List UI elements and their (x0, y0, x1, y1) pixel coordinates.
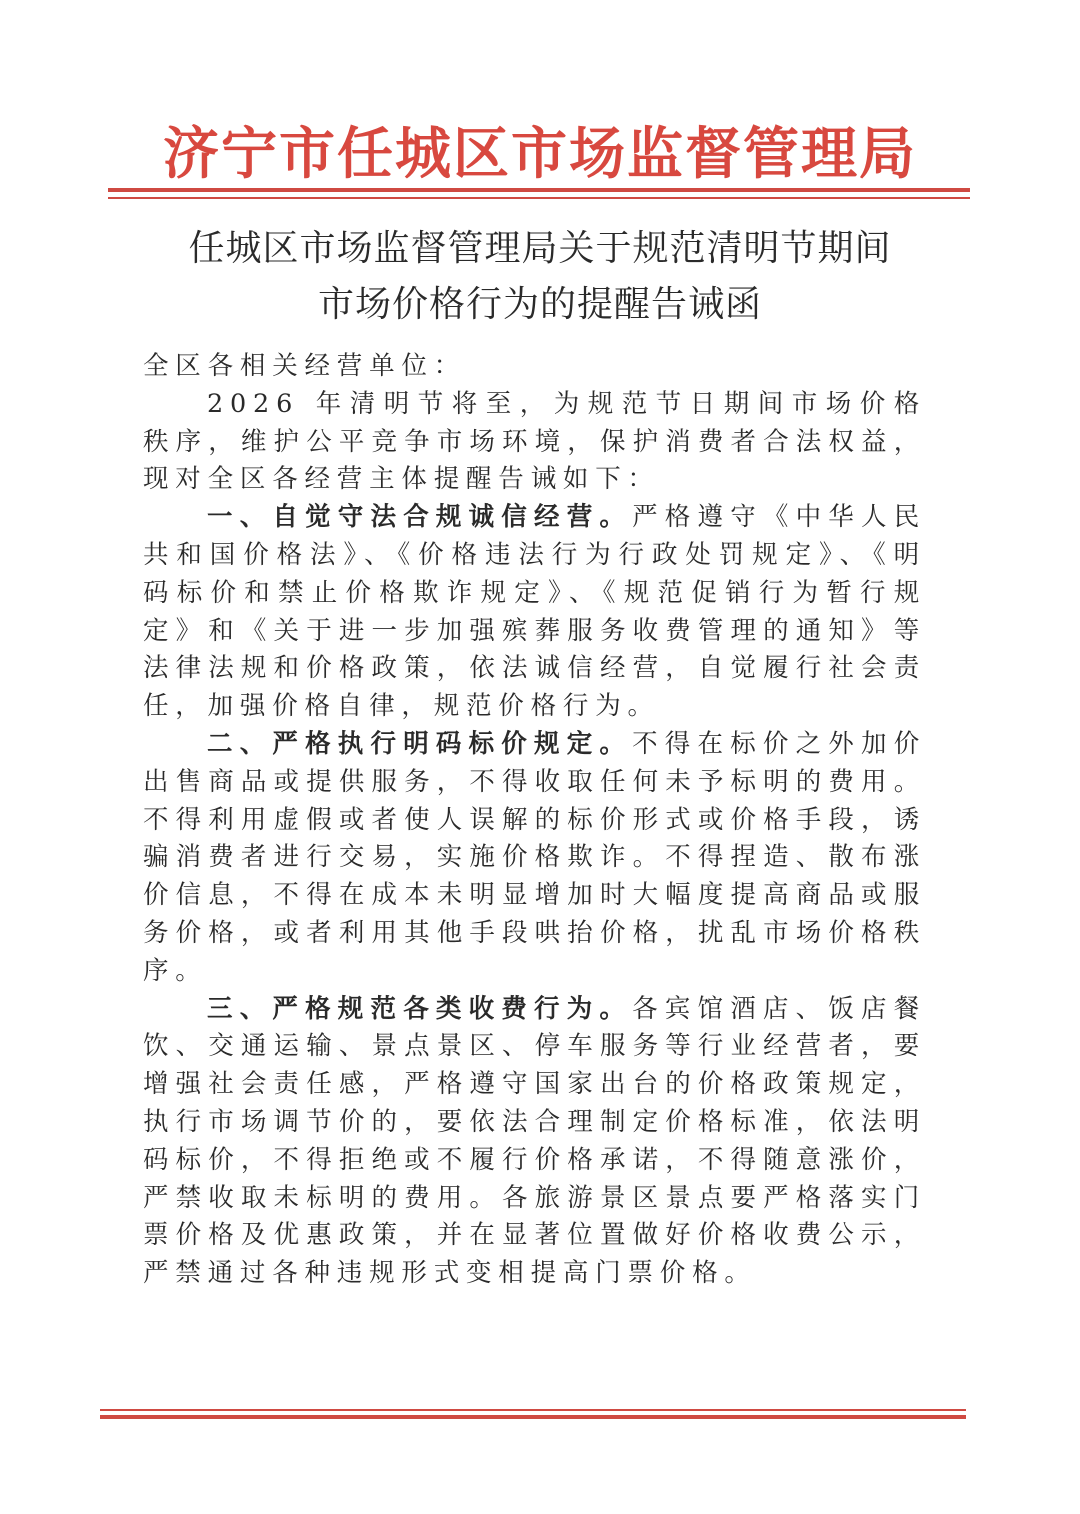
section-heading-2: 二、严格执行明码标价规定。 (207, 728, 633, 759)
footer-rule-thin (100, 1409, 966, 1411)
letterhead-rule-thin (108, 197, 970, 199)
document-title-line-1: 任城区市场监督管理局关于规范清明节期间 (188, 228, 892, 269)
section-heading-3: 三、严格规范各类收费行为。 (207, 993, 633, 1024)
section-heading-1: 一、自觉守法合规诚信经营。 (207, 502, 633, 533)
salutation: 全区各相关经营单位： (143, 351, 467, 381)
intro-paragraph: 2026 年清明节将至，为规范节日期间市场价格秩序，维护公平竞争市场环境，保护消费者合法权益，现对全区各经营主体提醒告诫如下： (143, 388, 926, 495)
section-paragraph-1 (143, 499, 926, 726)
letter-body (143, 348, 926, 1293)
document-title-line-2: 市场价格行为的提醒告诫函 (317, 284, 762, 325)
letterhead: 济宁市任城区市场监督管理局 (163, 121, 917, 187)
section-text-2: 不得在标价之外加价出售商品或提供服务，不得收取任何未予标明的费用。不得利用虚假或者使人误解的标价形式或价格手段，诱骗消费者进行交易，实施价格欺诈。不得捏造、散布涨价信息，不得在成本未明显增加时大幅度提高商品或服务价格，或者利用其他手段哄抬价格，扰乱市场价格秩序。 (143, 728, 927, 986)
footer-rule-thick (100, 1415, 966, 1419)
section-text-3: 各宾馆酒店、饭店餐饮、交通运输、景点景区、停车服务等行业经营者，要增强社会责任感，严格遵守国家出台的价格政策规定，执行市场调节价的，要依法合理制定价格标准，依法明码标价，不得拒绝或不履行价格承诺，不得随意涨价，严禁收取未标明的费用。各旅游景区景点要严格落实门票价格及优惠政策，并在显著位置做好价格收费公示，严禁通过各种违规形式变相提高门票价格。 (143, 993, 927, 1289)
section-paragraph-3 (143, 991, 926, 1293)
section-text-1: 严格遵守《中华人民共和国价格法》、《价格违法行为行政处罚规定》、《明码标价和禁止价格欺诈规定》、《规范促销行为暂行规定》和《关于进一步加强殡葬服务收费管理的通知》等法律法规和价格政策，依法诚信经营，自觉履行社会责任，加强价格自律，规范价格行为。 (143, 502, 927, 722)
letterhead-rule-thick (108, 188, 970, 192)
section-paragraph-2 (143, 726, 926, 991)
